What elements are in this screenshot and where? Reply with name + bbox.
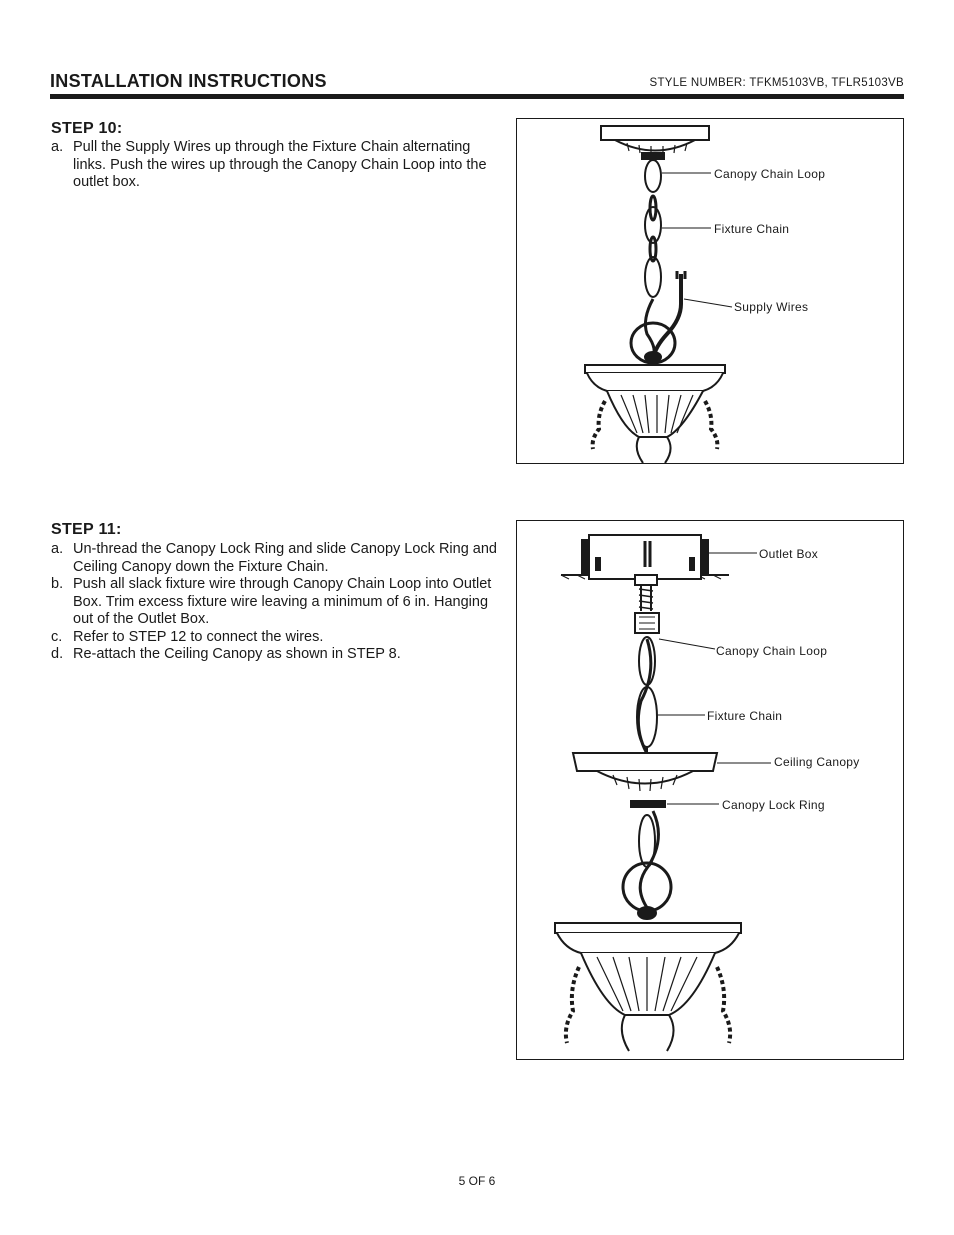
step11-instructions <box>51 541 501 664</box>
page-number: 5 OF 6 <box>458 1174 496 1188</box>
item-marker: d. <box>51 646 64 662</box>
step11-illustration <box>517 521 903 1059</box>
label-canopy-chain-loop: Canopy Chain Loop <box>716 644 828 658</box>
step10-illustration <box>517 119 903 463</box>
item-text: Push all slack fixture wire through Canopy Chain Loop into Outlet Box. Trim excess fixture wire leaving a minimum of 6 in. Hanging out of the Outlet Box. <box>73 576 492 627</box>
step11-item-c <box>51 629 501 647</box>
page-title: INSTALLATION INSTRUCTIONS <box>50 71 327 91</box>
label-fixture-chain: Fixture Chain <box>714 222 790 236</box>
item-text: Pull the Supply Wires up through the Fixture Chain alternating links. Push the wires up through the Canopy Chain Loop into the outlet box. <box>73 139 487 190</box>
label-canopy-lock-ring: Canopy Lock Ring <box>722 798 825 812</box>
fixture-top-plate <box>585 365 725 373</box>
step10-figure <box>516 118 904 464</box>
header-rule <box>50 94 904 99</box>
ceiling-canopy-shape <box>601 126 709 140</box>
canopy-chain-loop-shape <box>645 160 661 192</box>
step10-title: STEP 10: <box>51 120 123 137</box>
canopy-lock-ring-shape <box>631 801 665 807</box>
label-outlet-box: Outlet Box <box>759 547 819 561</box>
step11-figure <box>516 520 904 1060</box>
style-number: STYLE NUMBER: TFKM5103VB, TFLR5103VB <box>649 77 904 89</box>
step11-item-b <box>51 576 501 629</box>
label-supply-wires: Supply Wires <box>734 300 809 314</box>
step11-item-a <box>51 541 501 576</box>
item-marker: b. <box>51 576 64 592</box>
step10-instructions <box>51 139 501 192</box>
step10-item-a <box>51 139 501 192</box>
step11-title: STEP 11: <box>51 521 122 538</box>
item-marker: c. <box>51 628 63 645</box>
fixture-top-plate <box>555 923 741 933</box>
step11-item-d <box>51 646 501 664</box>
label-ceiling-canopy: Ceiling Canopy <box>774 755 860 769</box>
supply-wires-shape <box>653 274 681 359</box>
label-fixture-chain: Fixture Chain <box>707 709 783 723</box>
ceiling-canopy-shape <box>573 753 717 771</box>
item-marker: a. <box>51 541 64 557</box>
item-marker: a. <box>51 139 64 155</box>
item-text: Re-attach the Ceiling Canopy as shown in STEP 8. <box>73 646 401 662</box>
label-canopy-chain-loop: Canopy Chain Loop <box>714 167 826 181</box>
item-text: Un-thread the Canopy Lock Ring and slide Canopy Lock Ring and Ceiling Canopy down the Fixture Chain. <box>73 541 497 575</box>
item-text: Refer to STEP 12 to connect the wires. <box>73 628 324 645</box>
